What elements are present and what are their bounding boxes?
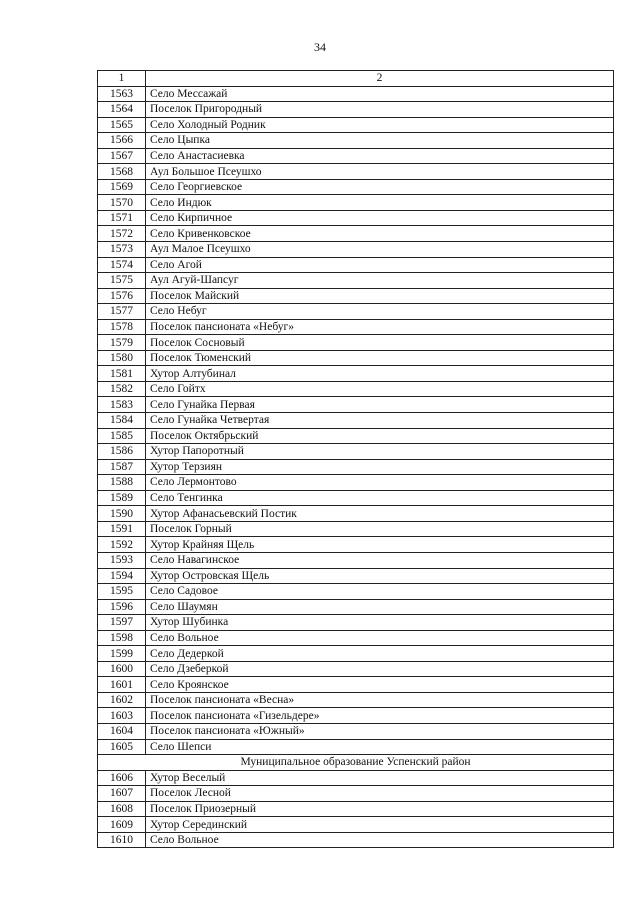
settlement-name: Село Индюк — [146, 195, 614, 211]
table-row — [98, 133, 614, 149]
row-number: 1606 — [98, 770, 146, 786]
row-number: 1573 — [98, 242, 146, 258]
row-number: 1567 — [98, 148, 146, 164]
table-row — [98, 490, 614, 506]
settlement-name: Поселок Тюменский — [146, 350, 614, 366]
settlement-name: Село Цыпка — [146, 133, 614, 149]
row-number: 1597 — [98, 615, 146, 631]
settlement-name: Село Георгиевское — [146, 179, 614, 195]
table-row — [98, 288, 614, 304]
settlement-name: Хутор Веселый — [146, 770, 614, 786]
settlement-name: Село Дзеберкой — [146, 661, 614, 677]
settlement-name: Хутор Серединский — [146, 817, 614, 833]
settlement-name: Село Дедеркой — [146, 646, 614, 662]
settlement-name: Село Навагинское — [146, 552, 614, 568]
row-number: 1593 — [98, 552, 146, 568]
row-number: 1568 — [98, 164, 146, 180]
row-number: 1600 — [98, 661, 146, 677]
table-row — [98, 226, 614, 242]
row-number: 1585 — [98, 428, 146, 444]
row-number: 1590 — [98, 506, 146, 522]
settlement-name: Село Гунайка Четвертая — [146, 413, 614, 429]
row-number: 1570 — [98, 195, 146, 211]
table-row — [98, 413, 614, 429]
table-row — [98, 739, 614, 755]
table-row — [98, 568, 614, 584]
table-row — [98, 677, 614, 693]
row-number: 1601 — [98, 677, 146, 693]
settlement-name: Село Небуг — [146, 304, 614, 320]
table-row — [98, 537, 614, 553]
table-row — [98, 521, 614, 537]
row-number: 1608 — [98, 801, 146, 817]
row-number: 1588 — [98, 475, 146, 491]
table-row — [98, 148, 614, 164]
table-row — [98, 599, 614, 615]
table-row — [98, 350, 614, 366]
row-number: 1563 — [98, 86, 146, 102]
settlement-name: Поселок Майский — [146, 288, 614, 304]
row-number: 1596 — [98, 599, 146, 615]
settlement-name: Поселок Пригородный — [146, 102, 614, 118]
row-number: 1576 — [98, 288, 146, 304]
table-row — [98, 335, 614, 351]
column-header-name: 2 — [146, 71, 614, 87]
settlement-name: Село Гойтх — [146, 381, 614, 397]
table-row — [98, 817, 614, 833]
row-number: 1605 — [98, 739, 146, 755]
table-row — [98, 475, 614, 491]
table-row — [98, 242, 614, 258]
row-number: 1581 — [98, 366, 146, 382]
table-row — [98, 366, 614, 382]
table-row — [98, 584, 614, 600]
row-number: 1602 — [98, 692, 146, 708]
section-row — [98, 755, 614, 771]
row-number: 1610 — [98, 832, 146, 848]
row-number: 1607 — [98, 786, 146, 802]
table-row — [98, 786, 614, 802]
settlement-name: Село Вольное — [146, 832, 614, 848]
row-number: 1599 — [98, 646, 146, 662]
page-number: 34 — [314, 40, 326, 54]
settlement-name: Поселок Горный — [146, 521, 614, 537]
settlement-name: Село Гунайка Первая — [146, 397, 614, 413]
table-row — [98, 179, 614, 195]
row-number: 1603 — [98, 708, 146, 724]
row-number: 1589 — [98, 490, 146, 506]
table-row — [98, 257, 614, 273]
table-row — [98, 273, 614, 289]
table-row — [98, 304, 614, 320]
settlement-name: Хутор Афанасьевский Постик — [146, 506, 614, 522]
table-row — [98, 428, 614, 444]
settlement-name: Село Шаумян — [146, 599, 614, 615]
table-row — [98, 770, 614, 786]
row-number: 1598 — [98, 630, 146, 646]
table-row — [98, 195, 614, 211]
settlement-name: Хутор Шубинка — [146, 615, 614, 631]
row-number: 1595 — [98, 584, 146, 600]
table-row — [98, 661, 614, 677]
settlement-name: Село Кроянское — [146, 677, 614, 693]
table-row — [98, 723, 614, 739]
row-number: 1604 — [98, 723, 146, 739]
table-row — [98, 102, 614, 118]
table-header — [98, 71, 614, 87]
settlement-name: Село Вольное — [146, 630, 614, 646]
settlement-name: Поселок пансионата «Небуг» — [146, 319, 614, 335]
settlement-name: Аул Малое Псеушхо — [146, 242, 614, 258]
row-number: 1587 — [98, 459, 146, 475]
table-row — [98, 381, 614, 397]
row-number: 1586 — [98, 444, 146, 460]
column-header-number: 1 — [98, 71, 146, 87]
settlement-name: Село Мессажай — [146, 86, 614, 102]
table-row — [98, 319, 614, 335]
settlement-name: Поселок пансионата «Южный» — [146, 723, 614, 739]
settlement-name: Село Шепси — [146, 739, 614, 755]
table-row — [98, 459, 614, 475]
row-number: 1564 — [98, 102, 146, 118]
section-title: Муниципальное образование Успенский район — [98, 755, 614, 771]
settlement-name: Село Кривенковское — [146, 226, 614, 242]
settlement-name: Село Лермонтово — [146, 475, 614, 491]
table-body — [98, 86, 614, 848]
row-number: 1609 — [98, 817, 146, 833]
settlement-name: Поселок пансионата «Гизельдере» — [146, 708, 614, 724]
row-number: 1594 — [98, 568, 146, 584]
row-number: 1592 — [98, 537, 146, 553]
settlement-name: Село Садовое — [146, 584, 614, 600]
row-number: 1583 — [98, 397, 146, 413]
row-number: 1577 — [98, 304, 146, 320]
settlement-name: Аул Агуй-Шапсуг — [146, 273, 614, 289]
settlement-name: Село Холодный Родник — [146, 117, 614, 133]
table-row — [98, 708, 614, 724]
settlement-name: Село Анастасиевка — [146, 148, 614, 164]
row-number: 1565 — [98, 117, 146, 133]
settlement-name: Село Кирпичное — [146, 210, 614, 226]
row-number: 1584 — [98, 413, 146, 429]
settlement-name: Поселок Сосновый — [146, 335, 614, 351]
table-row — [98, 397, 614, 413]
row-number: 1575 — [98, 273, 146, 289]
row-number: 1574 — [98, 257, 146, 273]
row-number: 1578 — [98, 319, 146, 335]
table-row — [98, 506, 614, 522]
header-row — [98, 71, 614, 87]
settlement-name: Аул Большое Псеушхо — [146, 164, 614, 180]
settlement-name: Поселок Приозерный — [146, 801, 614, 817]
table-row — [98, 692, 614, 708]
settlement-name: Поселок пансионата «Весна» — [146, 692, 614, 708]
table-row — [98, 164, 614, 180]
settlement-name: Хутор Терзиян — [146, 459, 614, 475]
row-number: 1566 — [98, 133, 146, 149]
settlement-name: Поселок Октябрьский — [146, 428, 614, 444]
settlements-table — [97, 70, 614, 848]
table-row — [98, 832, 614, 848]
row-number: 1569 — [98, 179, 146, 195]
row-number: 1591 — [98, 521, 146, 537]
table-row — [98, 630, 614, 646]
settlement-name: Поселок Лесной — [146, 786, 614, 802]
settlement-name: Хутор Островская Щель — [146, 568, 614, 584]
row-number: 1571 — [98, 210, 146, 226]
settlement-name: Хутор Крайняя Щель — [146, 537, 614, 553]
settlement-name: Село Агой — [146, 257, 614, 273]
settlement-name: Село Тенгинка — [146, 490, 614, 506]
row-number: 1572 — [98, 226, 146, 242]
table-row — [98, 615, 614, 631]
table-row — [98, 210, 614, 226]
settlement-name: Хутор Папоротный — [146, 444, 614, 460]
settlement-name: Хутор Алтубинал — [146, 366, 614, 382]
table-row — [98, 646, 614, 662]
table-row — [98, 552, 614, 568]
table-row — [98, 86, 614, 102]
table-row — [98, 117, 614, 133]
row-number: 1579 — [98, 335, 146, 351]
table-row — [98, 444, 614, 460]
table-row — [98, 801, 614, 817]
row-number: 1582 — [98, 381, 146, 397]
row-number: 1580 — [98, 350, 146, 366]
